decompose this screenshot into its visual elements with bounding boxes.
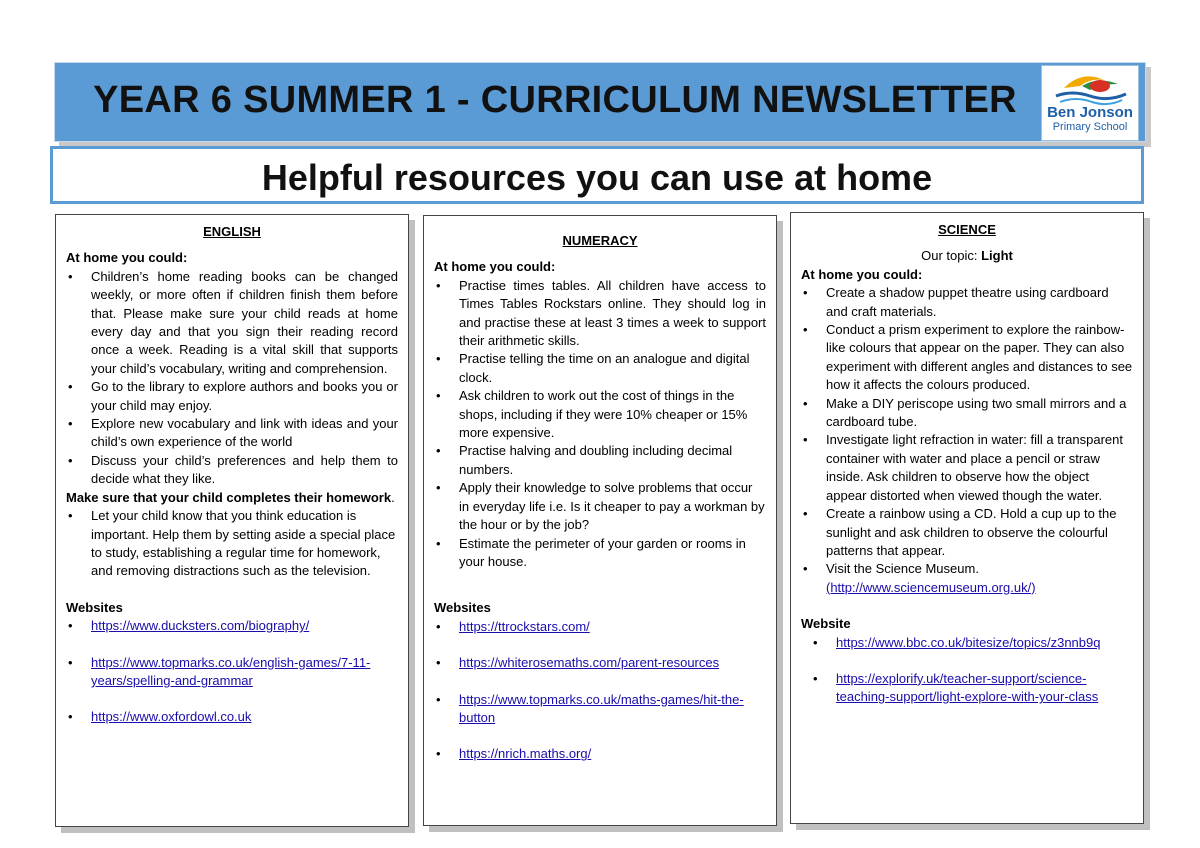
list-item [434, 654, 766, 672]
list-item: • Make a DIY periscope using two small mirrors and a cardboard tube. [801, 395, 1133, 432]
numeracy-intro: At home you could: [434, 259, 556, 275]
list-item [66, 708, 398, 726]
topic-label: Our topic: [921, 248, 978, 264]
list-item [66, 617, 398, 635]
list-item: • Create a rainbow using a CD. Hold a cup up to the sunlight and ask children to observe the colourful patterns that appear. [801, 505, 1133, 560]
list-item: • Explore new vocabulary and link with ideas and your child’s own experience of the world [66, 415, 398, 452]
science-links [801, 634, 1133, 707]
topic-value: Light [981, 248, 1013, 264]
link-whiterose[interactable]: https://whiterosemaths.com/parent-resources [459, 655, 720, 671]
list-item: • Estimate the perimeter of your garden or rooms in your house. [434, 535, 766, 572]
page-subtitle: Helpful resources you can use at home [261, 157, 933, 198]
list-item: • Practise halving and doubling including decimal numbers. [434, 442, 766, 479]
science-website-heading: Website [801, 616, 851, 632]
english-list [66, 268, 398, 489]
english-links [66, 617, 398, 727]
list-item: • Ask children to work out the cost of things in the shops, including if they were 10% cheaper or 15% more expensive. [434, 387, 766, 442]
numeracy-heading: NUMERACY [562, 233, 638, 248]
list-item: • Children’s home reading books can be changed weekly, or more often if children finish them before that. Please make sure your child reads at home every day and that you sign their reading record once a week. Reading is a vital skill that supports your child’s vocabulary, writing and comprehension. [66, 268, 398, 378]
header-banner [54, 62, 1146, 142]
link-topmarks-english[interactable]: https://www.topmarks.co.uk/english-games/7-11-years/spelling-and-grammar [91, 654, 371, 688]
link-bbc-bitesize[interactable]: https://www.bbc.co.uk/bitesize/topics/z3nnb9q [836, 634, 1101, 650]
english-heading: ENGLISH [203, 224, 261, 239]
science-list [801, 284, 1133, 597]
english-panel [55, 214, 409, 827]
link-explorify[interactable]: https://explorify.uk/teacher-support/science-teaching-support/light-explore-with-your-class [836, 670, 1099, 705]
link-topmarks-maths[interactable]: https://www.topmarks.co.uk/maths-games/hit-the-button [459, 691, 744, 725]
list-item [66, 654, 398, 691]
numeracy-list [434, 277, 766, 572]
science-heading: SCIENCE [938, 222, 996, 237]
english-intro: At home you could: [66, 250, 188, 266]
list-item: • Conduct a prism experiment to explore the rainbow-like colours that appear on the paper. They can also experiment with different angles and distances to see how it affects the colours produced. [801, 321, 1133, 395]
list-item [801, 560, 1133, 597]
numeracy-panel [423, 215, 777, 826]
page-title: YEAR 6 SUMMER 1 - CURRICULUM NEWSLETTER [93, 79, 1017, 121]
list-item: • Discuss your child’s preferences and help them to decide what they like. [66, 452, 398, 489]
science-topic [801, 247, 1133, 265]
list-item: • Practise telling the time on an analogue and digital clock. [434, 350, 766, 387]
list-item [434, 691, 766, 728]
list-item: • Let your child know that you think education is important. Help them by setting aside a special place to study, establishing a regular time for homework, and removing distractions such as the television. [66, 507, 398, 581]
link-ttrockstars[interactable]: https://ttrockstars.com/ [459, 618, 590, 634]
list-item [434, 745, 766, 763]
list-item: • Create a shadow puppet theatre using cardboard and craft materials. [801, 284, 1133, 321]
logo-name: Ben Jonson [1047, 104, 1133, 121]
museum-text: Visit the Science Museum. [826, 561, 979, 577]
link-science-museum[interactable]: (http://www.sciencemuseum.org.uk/) [826, 579, 1036, 595]
english-websites-heading: Websites [66, 599, 123, 615]
science-intro: At home you could: [801, 266, 923, 282]
school-logo [1041, 65, 1139, 141]
science-panel [790, 212, 1144, 824]
list-item [811, 634, 1133, 652]
homework-list [66, 507, 398, 581]
logo-subtitle: Primary School [1052, 121, 1128, 133]
link-nrich[interactable]: https://nrich.maths.org/ [459, 746, 592, 762]
logo-emblem-icon [1042, 66, 1138, 106]
list-item: • Practise times tables. All children have access to Times Tables Rockstars online. They should log in and practise these at least 3 times a week to support their arithmetic skills. [434, 277, 766, 351]
list-item: • Go to the library to explore authors and books you or your child may enjoy. [66, 378, 398, 415]
numeracy-links [434, 618, 766, 764]
homework-heading: Make sure that your child completes their homework [66, 489, 392, 505]
list-item: • Investigate light refraction in water: fill a transparent container with water and place a pencil or straw inside. Ask children to observe how the object appear distorted when viewed though the water. [801, 431, 1133, 505]
homework-heading-line: Make sure that your child completes their homework. [66, 489, 395, 505]
link-ducksters[interactable]: https://www.ducksters.com/biography/ [91, 618, 310, 634]
numeracy-websites-heading: Websites [434, 600, 491, 616]
list-item [434, 618, 766, 636]
link-oxfordowl[interactable]: https://www.oxfordowl.co.uk [91, 709, 252, 725]
list-item [811, 670, 1133, 707]
subtitle-banner [50, 146, 1144, 204]
list-item: • Apply their knowledge to solve problems that occur in everyday life i.e. Is it cheaper to pay a workman by the hour or by the job? [434, 479, 766, 534]
